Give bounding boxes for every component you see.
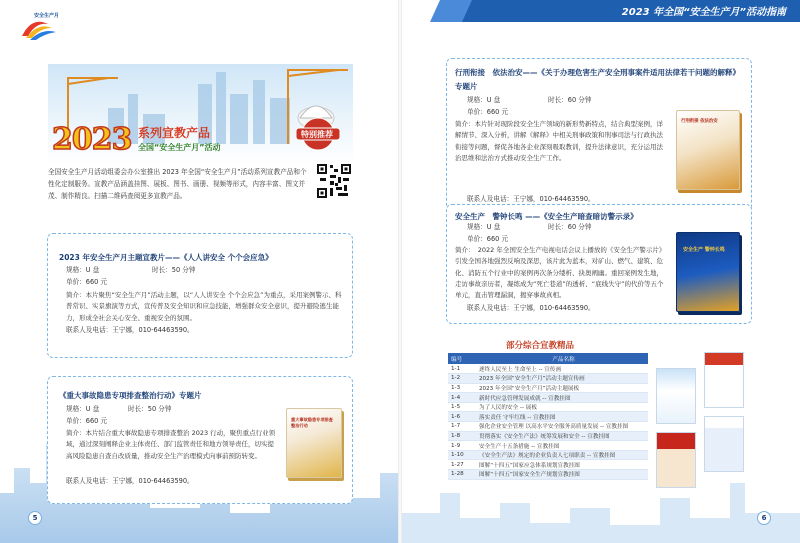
cell-name: 图解“十四五”国家应急体系规划宣教挂图 [476, 460, 648, 470]
table-row [448, 431, 648, 441]
cell-number: 1-2 [448, 374, 476, 384]
table-row [448, 412, 648, 422]
card-spec: 规格：U 盘 [66, 405, 100, 413]
cell-name: 逐终人民至上 生命至上 -- 宣传画 [476, 364, 648, 374]
card-contact: 联系人及电话：王宁娜，010-64463590。 [467, 195, 595, 203]
cell-number: 1-27 [448, 460, 476, 470]
card-title: 行刑衔接 依法治安——《关于办理危害生产安全刑事案件适用法律若干问题的解释》专题片 [455, 68, 740, 91]
product-package-image [286, 408, 342, 478]
card-spec: 规格：U 盘 [467, 223, 501, 231]
cell-name: 2023 年全国“安全生产月”活动主题宣传画 [476, 374, 648, 384]
banner-title: 系列宣教产品 [138, 126, 211, 140]
table-title: 部分综合宣教精品 [506, 341, 575, 351]
card-duration: 时长：50 分钟 [152, 266, 196, 274]
card-spec: 规格：U 盘 [66, 266, 100, 274]
table-row [448, 393, 648, 403]
qr-code-icon[interactable] [316, 163, 352, 199]
cell-name: 为了人民的安全 -- 展板 [476, 402, 648, 412]
card-title: 2023 年安全生产月主题宣教片——《人人讲安全 个个会应急》 [59, 253, 273, 262]
table-row [448, 402, 648, 412]
table-row [448, 383, 648, 393]
table-header-row [448, 353, 648, 364]
cell-number: 1-1 [448, 364, 476, 374]
card-price: 单价：660 元 [66, 417, 108, 425]
cell-name: 《安全生产法》规定的企业负责人七项职责 -- 宣教挂图 [476, 450, 648, 460]
cell-number: 1-9 [448, 441, 476, 451]
card-price: 单价：660 元 [66, 278, 108, 286]
cell-name: 落实责任 守牢红线 -- 宣教挂图 [476, 412, 648, 422]
card-description: 简介：本片针对现阶段安全生产领域的新形势新特点，结合典型案例，详解情节、深入分析，讲解《解释》中相关刑事政策和刑事司法与行政执法衔接等问题，督促各地各企业深刻吸取教训，提升法律意识，充分运用法治思维和法治方式推动安全生产工作。 [455, 120, 663, 162]
page-number-right: 6 [757, 511, 771, 525]
card-price: 单价：660 元 [467, 108, 509, 116]
poster-thumbnail [704, 416, 744, 472]
table-row [448, 441, 648, 451]
card-title: 《重大事故隐患专项排查整治行动》专题片 [59, 391, 202, 400]
page-gutter [398, 0, 402, 543]
card-price: 单价：660 元 [467, 235, 509, 243]
cell-name: 图解“十四五”国家安全生产规划宣教挂图 [476, 470, 648, 480]
table-row [448, 450, 648, 460]
package-title: 安全生产 警钟长鸣 [683, 247, 725, 253]
card-spec: 规格：U 盘 [467, 96, 501, 104]
cell-name: 2023 年全国“安全生产月”活动主题展板 [476, 383, 648, 393]
banner-subtitle: 全国“安全生产月”活动 [138, 143, 221, 152]
card-description: 简介：本片结合重大事故隐患专项排查整治 2023 行动，聚焦重点行业领域，通过深刻阐释企业主体责任、部门监管责任和地方领导责任，切实提高风险隐患自查自改质量，推动安全生产治理模式向事前预防转变。 [66, 429, 276, 460]
poster-thumbnail [656, 368, 696, 424]
cell-number: 1-6 [448, 412, 476, 422]
cell-number: 1-5 [448, 402, 476, 412]
table-row [448, 460, 648, 470]
table-row [448, 374, 648, 384]
logo-text: 安全生产月 [34, 13, 60, 19]
table-row [448, 422, 648, 432]
card-title: 安全生产 警钟长鸣 ——《安全生产暗查暗访警示录》 [455, 212, 638, 221]
cell-name: 强化企业安全管理 以高水平安全服务高质量发展 -- 宣教挂图 [476, 422, 648, 432]
banner-year: 2023 [52, 122, 132, 157]
column-header-name: 产品名称 [476, 353, 648, 364]
card-contact: 联系人及电话：王宁娜，010-64463590。 [66, 477, 194, 485]
card-duration: 时长：50 分钟 [128, 405, 172, 413]
cell-name: 贯彻落实《安全生产法》统筹发展和安全 -- 宣教挂图 [476, 431, 648, 441]
column-header-number: 编号 [448, 353, 476, 364]
poster-thumbnail [704, 352, 744, 408]
cell-number: 1-8 [448, 431, 476, 441]
product-package-image [676, 232, 740, 312]
table-row [448, 364, 648, 374]
cell-number: 1-10 [448, 450, 476, 460]
cell-number: 1-3 [448, 383, 476, 393]
card-description: 简介：本片聚焦“安全生产月”活动主题，以“人人讲安全 个个会应急”为重点，采用案例警示、科普常识、实景旗演等方式，宣传普及安全知识和应急技能，增强群众安全意识，提升避险逃生能力，形成全社会关心安全、重视安全的氛围。 [66, 291, 342, 322]
header-title: 2023 年全国“安全生产月”活动指南 [621, 7, 786, 18]
intro-paragraph: 全国安全生产月活动组委会办公室推出 2023 年全国“安全生产月”活动系列宣教产品和个性化定制服务。宣教产品涵盖挂图、展板、图书、画册、视频等形式，内容丰富、图文并茂、制作精良。扫描二维码查阅更多宣教产品。 [48, 168, 307, 201]
cell-number: 1-7 [448, 422, 476, 432]
card-duration: 时长：60 分钟 [548, 96, 592, 104]
products-table [448, 353, 648, 480]
table-row [448, 470, 648, 480]
cell-number: 1-28 [448, 470, 476, 480]
card-contact: 联系人及电话：王宁娜，010-64463590。 [467, 304, 595, 312]
cell-name: 新时代应急管理发展成就 -- 宣教挂图 [476, 393, 648, 403]
cell-name: 安全生产十五条措施 -- 宣教挂图 [476, 441, 648, 451]
cell-number: 1-4 [448, 393, 476, 403]
product-package-image [676, 110, 740, 190]
card-duration: 时长：60 分钟 [548, 223, 592, 231]
card-contact: 联系人及电话：王宁娜，010-64463590。 [66, 326, 194, 334]
card-description: 简介： 2022 年全国安全生产电视电话会议上播放的《安全生产警示片》引发全国各地强烈反响及深思，该片此为蓝本，对矿山、燃气、建筑、危化、消防五个行业中的案例再次条分缕析、抉奥阐幽。重回案例发生地，走访事故亲历者，凝练成为“死亡巷道”的透析、“底线失守”的代价等五个单元，直击管理漏洞，揭穿事故真相。 [455, 246, 666, 300]
seal-label: 特别推荐 [301, 130, 333, 139]
package-title: 重大事故隐患专项排查整治行动 [291, 417, 333, 428]
page-number-left: 5 [28, 511, 42, 525]
poster-thumbnail [656, 432, 696, 488]
package-title: 行刑衔接 依法治安 [681, 119, 718, 124]
